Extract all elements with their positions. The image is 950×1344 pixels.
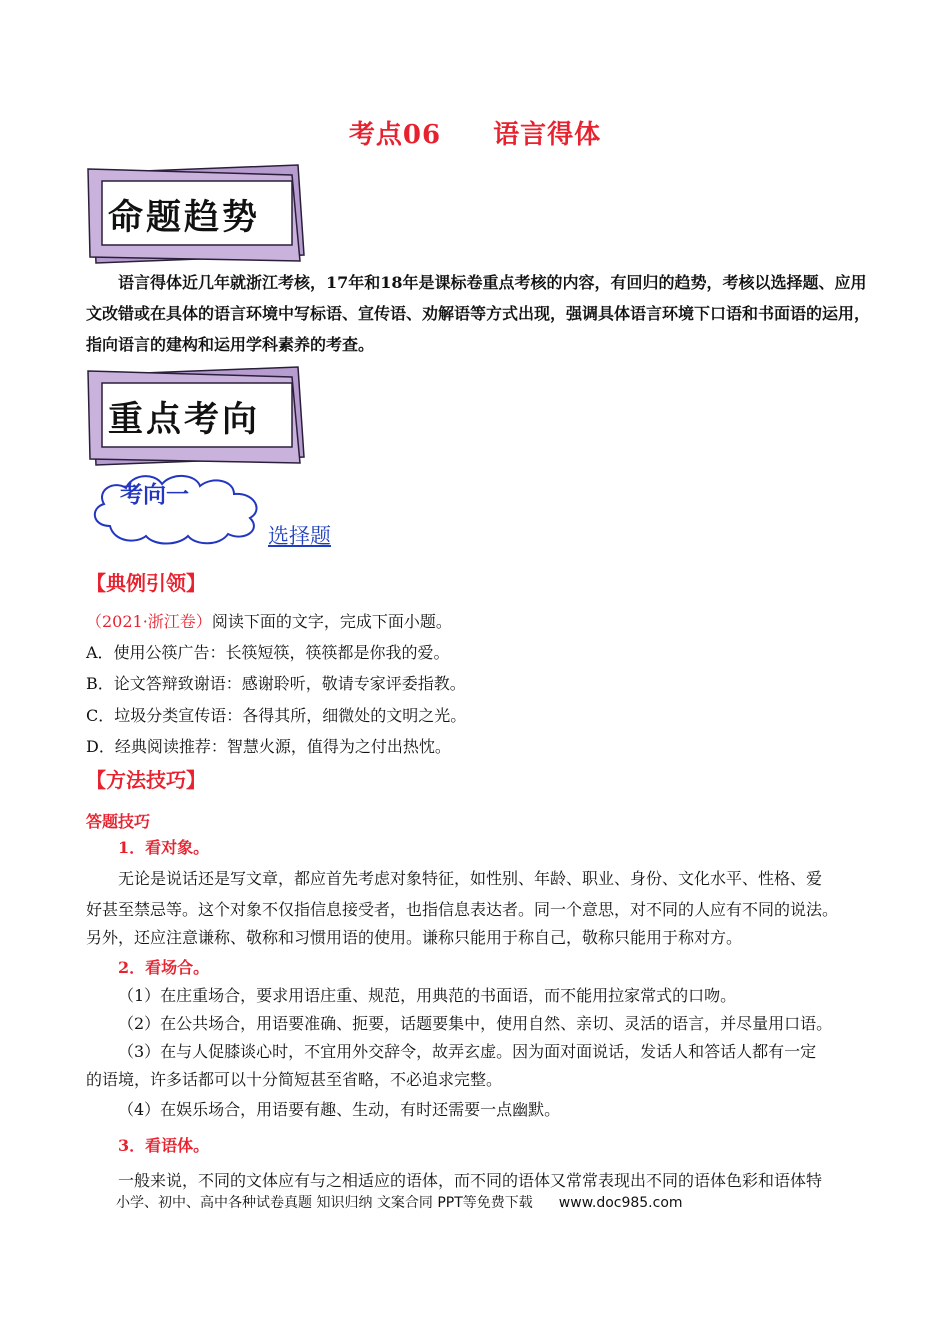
- section-2-item: （4）在娱乐场合，用语要有趣、生动，有时还需要一点幽默。: [118, 1100, 561, 1119]
- method-heading: 【方法技巧】: [86, 768, 206, 792]
- section-1-line: 无论是说话还是写文章，都应首先考虑对象特征，如性别、年龄、职业、身份、文化水平、性格、爱: [118, 869, 823, 888]
- section-2-item: （3）在与人促膝谈心时，不宜用外交辞令，故弄玄虚。因为面对面说话，发话人和答话人都有一定: [118, 1042, 817, 1061]
- footer-url[interactable]: www.doc985.com: [558, 1195, 683, 1211]
- footer: [116, 1192, 683, 1212]
- section-2-title: 2．看场合。: [118, 958, 210, 977]
- footer-text: 小学、初中、高中各种试卷真题 知识归纳 文案合同 PPT等免费下载: [116, 1195, 533, 1211]
- banner-focus: [86, 365, 308, 467]
- banner-trend: [86, 163, 308, 265]
- option-d: D．经典阅读推荐：智慧火源，值得为之付出热忱。: [86, 737, 451, 756]
- intro-paragraph: 语言得体近几年就浙江考核，17年和18年是课标卷重点考核的内容，有回归的趋势，考核以选择题、应用文改错或在具体的语言环境中写标语、宣传语、劝解语等方式出现，强调具体语言环境下口语和书面语的运用，指向语言的建构和运用学科素养的考查。: [86, 273, 871, 354]
- example-source: （2021·浙江卷）: [86, 612, 212, 631]
- page-title: 考点06 语言得体: [348, 120, 602, 150]
- direction-cloud: [88, 470, 268, 546]
- section-2-item: （2）在公共场合，用语要准确、扼要，话题要集中，使用自然、亲切、灵活的语言，并尽量用口语。: [118, 1014, 833, 1033]
- direction-label: 考向一: [120, 481, 189, 508]
- section-1-title: 1．看对象。: [118, 838, 210, 857]
- example-heading: 【典例引领】: [86, 571, 206, 595]
- section-2-item: （1）在庄重场合，要求用语庄重、规范，用典范的书面语，而不能用拉家常式的口吻。: [118, 986, 737, 1005]
- topic-link-choice[interactable]: 选择题: [268, 524, 331, 548]
- section-1-line: 好甚至禁忌等。这个对象不仅指信息接受者，也指信息表达者。同一个意思，对不同的人应有不同的说法。: [86, 900, 839, 919]
- banner-trend-label: 命题趋势: [108, 198, 261, 238]
- section-2-item: 的语境，许多话都可以十分简短甚至省略，不必追求完整。: [86, 1070, 503, 1089]
- section-1-line: 另外，还应注意谦称、敬称和习惯用语的使用。谦称只能用于称自己，敬称只能用于称对方。: [86, 928, 743, 947]
- method-subheading: 答题技巧: [86, 812, 151, 831]
- option-c: C．垃圾分类宣传语：各得其所，细微处的文明之光。: [86, 706, 467, 725]
- banner-focus-label: 重点考向: [108, 400, 261, 440]
- option-a: A．使用公筷广告：长筷短筷，筷筷都是你我的爱。: [86, 643, 450, 662]
- section-3-line: 一般来说，不同的文体应有与之相适应的语体，而不同的语体又常常表现出不同的语体色彩和语体特: [118, 1171, 823, 1190]
- option-b: B．论文答辩致谢语：感谢聆听，敬请专家评委指教。: [86, 674, 466, 693]
- section-3-title: 3．看语体。: [118, 1136, 210, 1155]
- example-prompt: （2021·浙江卷）阅读下面的文字，完成下面小题。: [86, 612, 452, 631]
